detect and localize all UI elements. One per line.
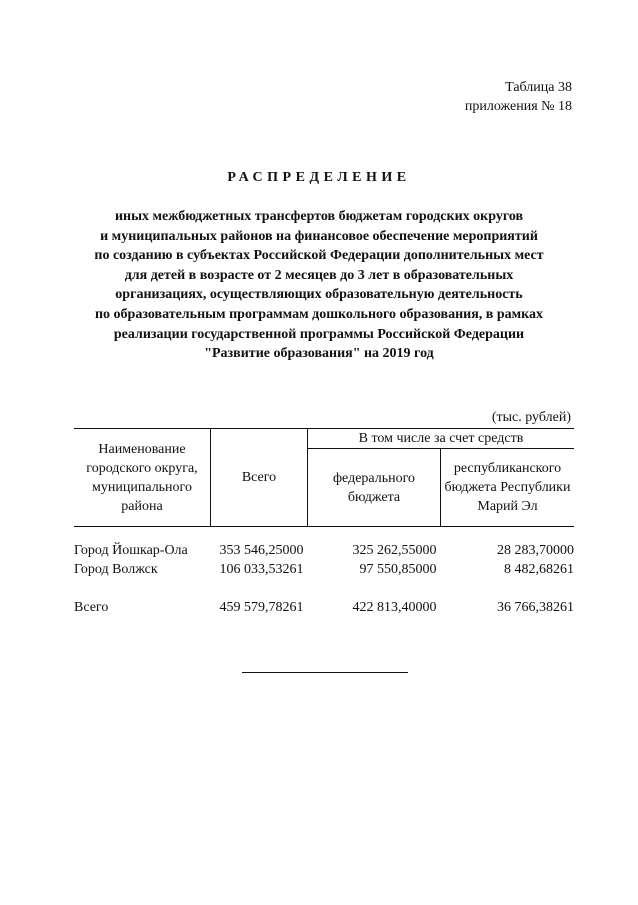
- total-total: 459 579,78261: [219, 600, 304, 615]
- subtitle-line: "Развитие образования" на 2019 год: [204, 346, 434, 362]
- total-federal: 422 813,40000: [352, 600, 437, 615]
- total-row: [74, 598, 574, 617]
- row-total: 106 033,53261: [219, 562, 304, 577]
- subtitle-line: по образовательным программам дошкольного образования, в рамках: [94, 306, 544, 322]
- appendix-reference: приложения № 18: [464, 99, 572, 114]
- table-row: [74, 560, 574, 579]
- total-republic: 36 766,38261: [497, 600, 574, 615]
- row-federal: 325 262,55000: [352, 543, 437, 558]
- subtitle-line: организациях, осуществляющих образовательную деятельность: [115, 287, 523, 303]
- closing-rule: [242, 672, 408, 673]
- subtitle-line: для детей в возрасте от 2 месяцев до 3 лет в образовательных: [124, 267, 514, 283]
- distribution-table: [74, 428, 574, 617]
- header-federal: федерального бюджета: [308, 449, 441, 527]
- subtitle-line: и муниципальных районов на финансовое обеспечение мероприятий: [100, 228, 538, 244]
- header-total: Всего: [211, 429, 308, 527]
- document-reference: [465, 78, 572, 116]
- units-label: (тыс. рублей): [491, 410, 571, 425]
- row-total: 353 546,25000: [219, 543, 304, 558]
- row-republic: 8 482,68261: [504, 562, 574, 577]
- document-title: РАСПРЕДЕЛЕНИЕ: [227, 170, 411, 185]
- table-header-row: [74, 429, 574, 449]
- subtitle-line: по созданию в субъектах Российской Федерации дополнительных мест: [94, 248, 544, 264]
- row-republic: 28 283,70000: [497, 543, 574, 558]
- table-row: [74, 541, 574, 560]
- total-name: Всего: [74, 600, 109, 615]
- row-name: Город Йошкар-Ола: [74, 543, 188, 558]
- table-number: Таблица 38: [505, 80, 572, 95]
- row-federal: 97 550,85000: [359, 562, 437, 577]
- subtitle-line: реализации государственной программы Российской Федерации: [113, 326, 525, 342]
- document-subtitle: [60, 207, 578, 364]
- header-group: В том числе за счет средств: [308, 429, 575, 449]
- row-name: Город Волжск: [74, 562, 158, 577]
- header-republic: республиканского бюджета Республики Марий Эл: [441, 449, 575, 527]
- header-name: Наименование городского округа, муниципального района: [74, 429, 211, 527]
- subtitle-line: иных межбюджетных трансфертов бюджетам городских округов: [114, 209, 524, 224]
